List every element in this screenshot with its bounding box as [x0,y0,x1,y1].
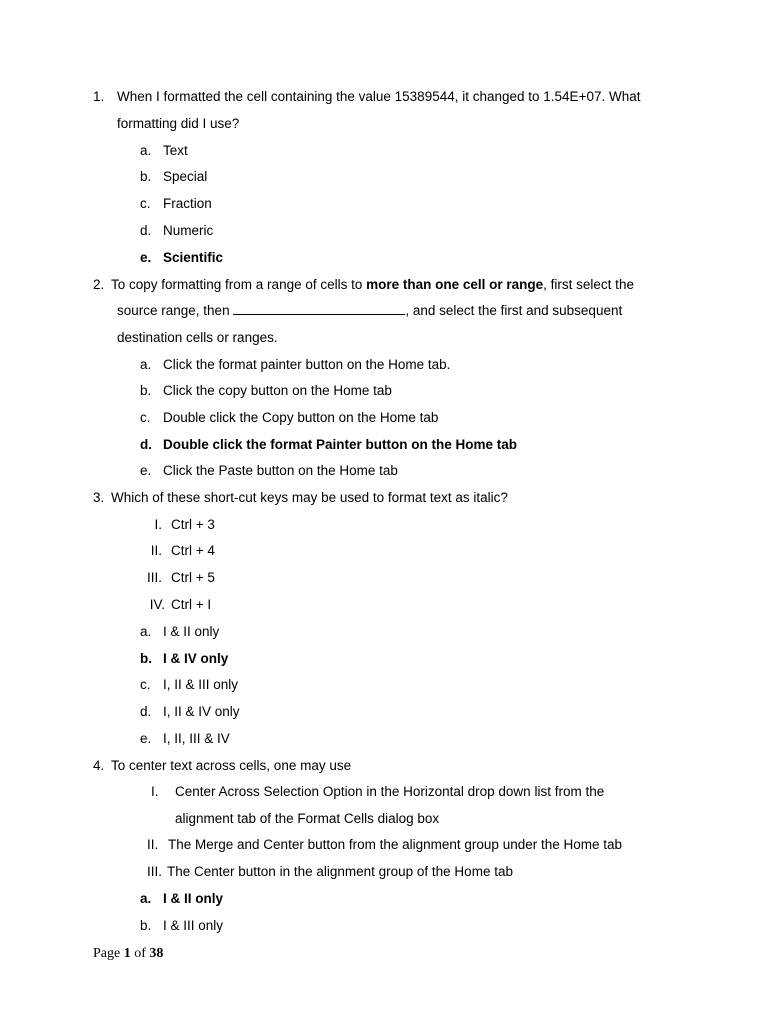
option-label: a. [140,891,152,906]
roman-text: Ctrl + 3 [171,517,215,532]
option-label: e. [140,250,152,265]
option-text: Text [163,143,188,158]
option-text: Click the Paste button on the Home tab [163,463,398,478]
option-text: I, II, III & IV [163,731,230,746]
option-label: d. [140,223,152,238]
option-text: I & III only [163,918,224,933]
roman-text: Ctrl + I [171,597,212,612]
roman-text: Center Across Selection Option in the Horizontal drop down list from the [175,784,605,799]
option-label: b. [140,918,152,933]
option-text: Double click the format Painter button on the Home tab [163,437,518,452]
roman-label: I. [154,517,162,532]
option-label: c. [140,196,151,211]
roman-label: III. [146,570,162,585]
roman-label: IV. [149,597,165,612]
question-number: 3. [93,490,105,505]
question-text-cont: destination cells or ranges. [117,330,278,345]
option-label: c. [140,410,151,425]
option-text: Scientific [163,250,224,265]
option-text: I & II only [163,624,220,639]
text-segment: , first select the [543,277,634,292]
roman-label: III. [147,864,163,879]
roman-label: II. [147,837,159,852]
option-label: b. [140,651,152,666]
emphasis-text: more than one cell or range [366,277,544,292]
option-label: d. [140,704,152,719]
option-text: I, II & IV only [163,704,240,719]
roman-label: II. [150,543,162,558]
footer-of: of [130,946,150,961]
question-text: Which of these short-cut keys may be used to format text as italic? [111,490,508,505]
option-label: d. [140,437,152,452]
option-label: a. [140,357,152,372]
option-text: Double click the Copy button on the Home tab [163,410,439,425]
option-text: Numeric [163,223,214,238]
option-text: Click the format painter button on the Home tab. [163,357,451,372]
question-text-cont [117,302,622,320]
question-text [111,276,634,294]
question-number: 2. [93,277,105,292]
text-segment: , and select the first and subsequent [405,303,623,318]
option-text: Fraction [163,196,212,211]
roman-text: The Center button in the alignment group of the Home tab [167,864,513,879]
option-label: c. [140,677,151,692]
answer-blank [233,302,405,315]
text-segment: source range, then [117,303,234,318]
option-text: Special [163,169,208,184]
question-text: To center text across cells, one may use [111,758,352,773]
option-label: e. [140,731,152,746]
option-text: I & IV only [163,651,229,666]
option-label: a. [140,624,152,639]
option-label: b. [140,169,152,184]
total-pages: 38 [149,946,164,961]
roman-text: Ctrl + 4 [171,543,215,558]
option-label: a. [140,143,152,158]
question-text-cont: formatting did I use? [117,116,240,131]
option-text: I, II & III only [163,677,239,692]
footer-prefix: Page [93,946,124,961]
option-text: I & II only [163,891,224,906]
roman-text: The Merge and Center button from the alignment group under the Home tab [168,837,623,852]
text-segment: To copy formatting from a range of cells to [111,277,367,292]
roman-text-cont: alignment tab of the Format Cells dialog box [175,811,440,826]
roman-text: Ctrl + 5 [171,570,215,585]
question-number: 1. [93,89,105,104]
page-number-footer [93,946,163,962]
question-number: 4. [93,758,105,773]
roman-label: I. [151,784,159,799]
option-label: e. [140,463,152,478]
current-page: 1 [123,946,131,961]
option-text: Click the copy button on the Home tab [163,383,392,398]
question-text: When I formatted the cell containing the value 15389544, it changed to 1.54E+07. What [117,89,641,104]
option-label: b. [140,383,152,398]
